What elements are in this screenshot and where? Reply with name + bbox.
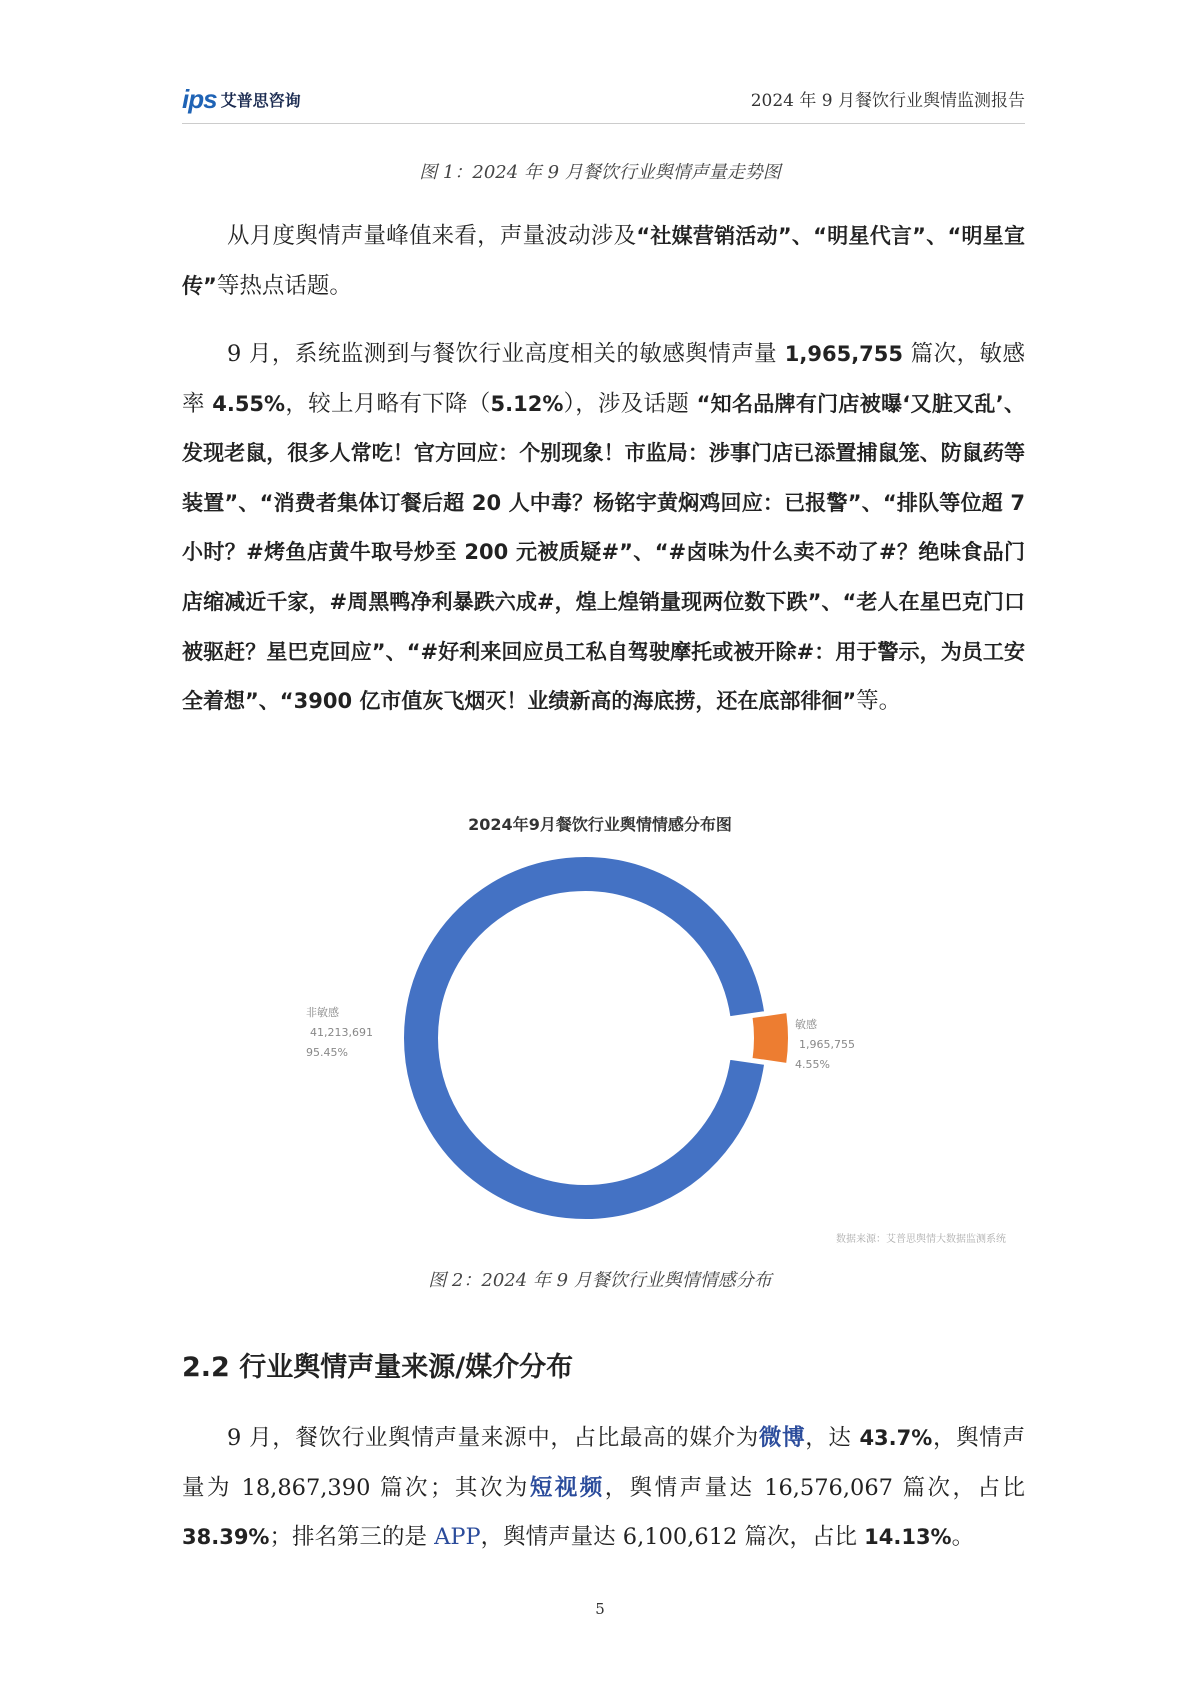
text: ），涉及话题 (563, 390, 697, 417)
company-logo (182, 84, 301, 115)
text: 等。 (856, 688, 902, 715)
text: ，较上月略有下降（ (285, 390, 491, 417)
slice-name: 非敏感 (306, 1006, 339, 1019)
bold-text: 43.7% (859, 1426, 933, 1450)
media-weibo: 微博 (758, 1425, 806, 1451)
figure-1-caption: 图 1：2024 年 9 月餐饮行业舆情声量走势图 (419, 162, 781, 183)
paragraph-peak-topics (182, 212, 1025, 311)
chart-title: 2024年9月餐饮行业舆情情感分布图 (468, 815, 732, 834)
bold-text: 1,965,755 (784, 342, 904, 366)
donut-chart (0, 840, 1200, 1230)
label-sensitive (795, 1015, 855, 1075)
header-title: 2024 年 9 月餐饮行业舆情监测报告 (750, 91, 1025, 111)
page-number: 5 (595, 1600, 605, 1618)
slice-name: 敏感 (795, 1018, 817, 1031)
paragraph-media-distribution (182, 1414, 1025, 1563)
slice-percent: 4.55% (795, 1058, 830, 1071)
text: 9 月，系统监测到与餐饮行业高度相关的敏感舆情声量 (227, 341, 785, 367)
slice-value: 1,965,755 (799, 1038, 855, 1051)
text: 9 月，餐饮行业舆情声量来源中，占比最高的媒介为 (227, 1425, 759, 1451)
bold-text: 4.55% (212, 391, 286, 416)
logo-name: 艾普思咨询 (220, 91, 301, 110)
header-divider (182, 123, 1025, 124)
text: 。 (951, 1524, 975, 1551)
text: ，舆情声量达 6,100,612 篇次，占比 (480, 1524, 865, 1551)
media-app: APP (434, 1524, 481, 1551)
bold-text: “社媒营销活动”、“明星代言”、“明星宣传” (182, 224, 1025, 298)
data-source: 数据来源：艾普思舆情大数据监测系统 (836, 1234, 1006, 1245)
slice-percent: 95.45% (306, 1046, 348, 1059)
text: ，舆情声量为 18,867,390 篇次；其次为 (182, 1425, 1025, 1501)
text: ，达 (805, 1425, 860, 1451)
paragraph-sensitive (182, 330, 1025, 727)
logo-mark: ips (182, 84, 217, 114)
media-short-video: 短视频 (529, 1474, 605, 1501)
donut-slice-sensitive (752, 1012, 789, 1064)
figure-2-caption: 图 2：2024 年 9 月餐饮行业舆情情感分布 (428, 1270, 772, 1291)
text: 等热点话题。 (216, 272, 352, 299)
bold-text: 14.13% (864, 1525, 952, 1550)
text: 篇次，敏感率 (182, 341, 1025, 417)
label-non-sensitive (306, 1003, 373, 1063)
bold-text: 38.39% (182, 1525, 270, 1550)
text: ，舆情声量达 16,576,067 篇次，占比 (604, 1474, 1025, 1501)
text: 从月度舆情声量峰值来看，声量波动涉及 (227, 223, 637, 249)
slice-value: 41,213,691 (310, 1026, 373, 1039)
text: ；排名第三的是 (269, 1524, 435, 1551)
donut-slice-non-sensitive (403, 856, 765, 1220)
section-heading: 2.2 行业舆情声量来源/媒介分布 (182, 1352, 574, 1383)
bold-text: 5.12% (490, 391, 564, 416)
bold-topics: “知名品牌有门店被曝‘又脏又乱’、发现老鼠，很多人常吃！官方回应：个别现象！市监局：涉事门店已添置捕鼠笼、防鼠药等装置”、“消费者集体订餐后超 20 人中毒？杨铭宇黄焖鸡回应：已报警”、“排队等位超 7 小时？#烤鱼店黄牛取号炒至 200 元被质疑#”、“#卤味为什么卖不动了#？绝味食品门店缩减近千家，#周黑鸭净利暴跌六成#，煌上煌销量现两位数下跌”、“老人在星巴克门口被驱赶？星巴克回应”、“#好利来回应员工私自驾驶摩托或被开除#：用于警示，为员工安全着想”、“3900 亿市值灰飞烟灭！业绩新高的海底捞，还在底部徘徊” (182, 391, 1025, 714)
